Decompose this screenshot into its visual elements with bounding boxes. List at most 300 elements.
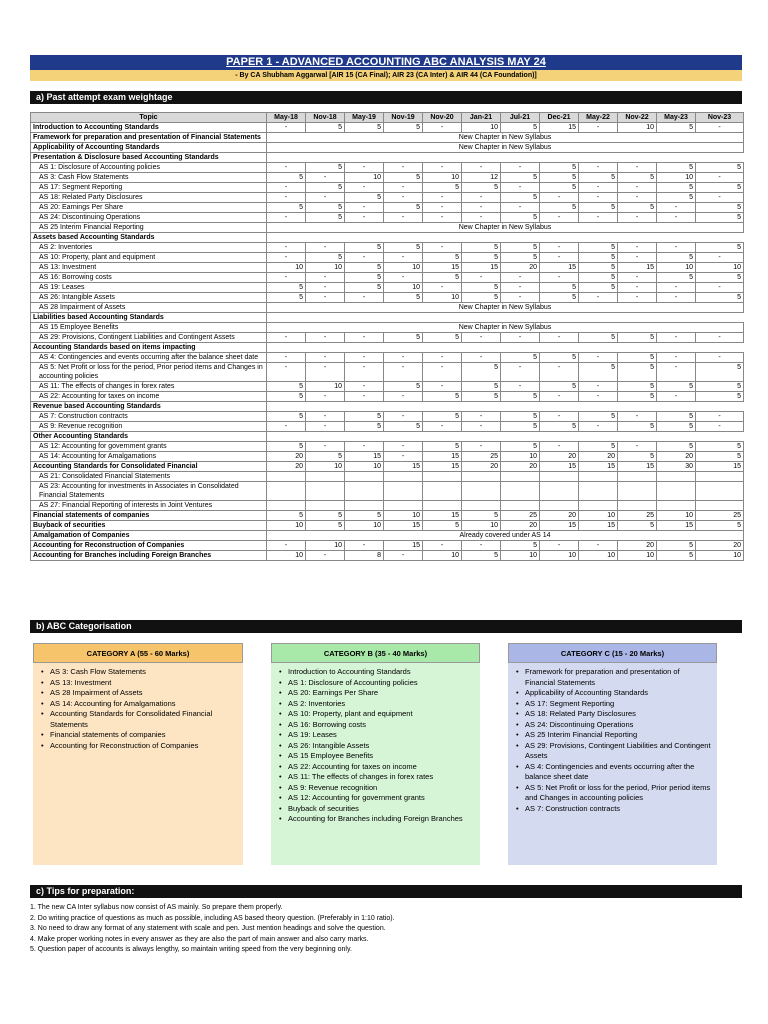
value-cell: - [384,392,423,402]
value-cell: 5 [540,293,579,303]
value-cell: - [501,183,540,193]
value-cell: - [618,243,657,253]
category-item: • Accounting for Reconstruction of Companies [41,741,237,752]
table-row [31,203,744,213]
value-cell: - [462,203,501,213]
value-cell: 5 [657,253,696,263]
value-cell: 10 [306,541,345,551]
value-cell: 5 [657,382,696,392]
value-cell: 5 [657,183,696,193]
empty-cell [657,343,696,353]
value-cell: 5 [306,163,345,173]
empty-cell [579,501,618,511]
table-row [31,531,744,541]
table-row [31,193,744,203]
value-cell: - [501,283,540,293]
value-cell: - [267,193,306,203]
empty-cell [540,313,579,323]
empty-cell [696,472,744,482]
value-cell: - [267,363,306,382]
table-row [31,541,744,551]
tip-item: 2. Do writing practice of questions as much as possible, including AS based theory question. (Preferably in 1:10 ratio). [30,914,395,922]
value-cell: - [384,213,423,223]
value-cell: 5 [696,521,744,531]
category-item: • AS 2: Inventories [279,699,474,710]
value-cell: - [267,253,306,263]
value-cell: - [423,243,462,253]
value-cell: - [540,243,579,253]
table-row [31,402,744,412]
value-cell: 5 [267,203,306,213]
empty-cell [657,501,696,511]
value-cell: - [462,333,501,343]
column-header: Nov-20 [423,113,462,123]
value-cell: 10 [462,521,501,531]
empty-cell [462,233,501,243]
empty-cell [345,472,384,482]
empty-cell [423,472,462,482]
value-cell: - [384,353,423,363]
empty-cell [345,233,384,243]
column-header: Topic [31,113,267,123]
value-cell: - [579,392,618,402]
value-cell: 5 [540,203,579,213]
value-cell: - [423,283,462,293]
column-header: Nov-19 [384,113,423,123]
empty-cell [306,343,345,353]
value-cell: 5 [696,243,744,253]
table-row [31,363,744,382]
value-cell: - [423,193,462,203]
span-note-cell: New Chapter in New Syllabus [267,133,744,143]
table-row [31,482,744,501]
value-cell: 25 [618,511,657,521]
value-cell: 10 [267,551,306,561]
category-item: • Financial statements of companies [41,730,237,741]
empty-cell [306,432,345,442]
value-cell: 5 [267,382,306,392]
category-item: • AS 17: Segment Reporting [516,699,711,710]
topic-cell: AS 4: Contingencies and events occurring after the balance sheet date [31,353,267,363]
value-cell: - [267,163,306,173]
table-row [31,462,744,472]
value-cell: - [306,392,345,402]
empty-cell [501,153,540,163]
value-cell: 5 [540,183,579,193]
value-cell: 5 [540,173,579,183]
value-cell: 30 [657,462,696,472]
value-cell: - [501,363,540,382]
empty-cell [657,472,696,482]
value-cell: 5 [579,273,618,283]
empty-cell [384,432,423,442]
table-row [31,273,744,283]
table-row [31,133,744,143]
value-cell: - [306,422,345,432]
value-cell: - [306,193,345,203]
empty-cell [423,233,462,243]
value-cell: 5 [306,511,345,521]
value-cell: 5 [501,173,540,183]
value-cell: - [462,541,501,551]
value-cell: 5 [462,392,501,402]
topic-cell: AS 12: Accounting for government grants [31,442,267,452]
value-cell: 5 [423,253,462,263]
value-cell: - [384,442,423,452]
empty-cell [540,432,579,442]
category-item: • AS 12: Accounting for government grants [279,793,474,804]
value-cell: 5 [501,353,540,363]
category-item: • Applicability of Accounting Standards [516,688,711,699]
value-cell: - [657,243,696,253]
topic-cell: Presentation & Disclosure based Accounting Standards [31,153,267,163]
empty-cell [618,432,657,442]
value-cell: 5 [657,551,696,561]
table-row [31,243,744,253]
topic-cell: Framework for preparation and presentation of Financial Statements [31,133,267,143]
value-cell: 5 [540,283,579,293]
empty-cell [657,233,696,243]
table-row [31,422,744,432]
value-cell: - [540,253,579,263]
value-cell: 25 [696,511,744,521]
empty-cell [384,501,423,511]
category-item: • AS 22: Accounting for taxes on income [279,762,474,773]
value-cell: 5 [306,521,345,531]
topic-cell: Introduction to Accounting Standards [31,123,267,133]
empty-cell [462,482,501,501]
value-cell: 5 [618,452,657,462]
empty-cell [423,432,462,442]
value-cell: 15 [423,263,462,273]
value-cell: 5 [462,363,501,382]
empty-cell [384,402,423,412]
value-cell: 5 [345,422,384,432]
table-row [31,123,744,133]
category-item: • AS 24: Discontinuing Operations [516,720,711,731]
value-cell: 5 [501,541,540,551]
category-item: • AS 28 Impairment of Assets [41,688,237,699]
value-cell: - [540,273,579,283]
value-cell: - [579,382,618,392]
value-cell: 5 [696,363,744,382]
column-header: Dec-21 [540,113,579,123]
table-row [31,472,744,482]
value-cell: 5 [267,283,306,293]
empty-cell [579,472,618,482]
empty-cell [462,313,501,323]
value-cell: 15 [696,462,744,472]
value-cell: 10 [501,452,540,462]
value-cell: - [540,442,579,452]
value-cell: 5 [423,183,462,193]
category-item: • AS 3: Cash Flow Statements [41,667,237,678]
value-cell: 5 [306,213,345,223]
topic-cell: Accounting Standards for Consolidated Financial [31,462,267,472]
value-cell: - [267,183,306,193]
empty-cell [267,233,306,243]
span-note-cell: New Chapter in New Syllabus [267,303,744,313]
empty-cell [267,432,306,442]
category-item: • AS 16: Borrowing costs [279,720,474,731]
span-note-cell: New Chapter in New Syllabus [267,223,744,233]
value-cell: - [618,193,657,203]
category-item: • AS 25 Interim Financial Reporting [516,730,711,741]
value-cell: - [696,412,744,422]
value-cell: 5 [657,123,696,133]
category-item: • Buyback of securities [279,804,474,815]
value-cell: 5 [462,243,501,253]
value-cell: - [384,452,423,462]
table-row [31,343,744,353]
table-row [31,253,744,263]
value-cell: - [540,541,579,551]
table-row [31,323,744,333]
value-cell: 5 [696,163,744,173]
value-cell: - [267,273,306,283]
value-cell: - [501,293,540,303]
value-cell: - [306,363,345,382]
empty-cell [267,343,306,353]
category-item: • Introduction to Accounting Standards [279,667,474,678]
value-cell: 15 [345,452,384,462]
table-row [31,392,744,402]
tip-item: 1. The new CA Inter syllabus now consist of AS mainly. So prepare them properly. [30,904,283,911]
value-cell: 5 [267,412,306,422]
value-cell: 15 [540,462,579,472]
value-cell: 5 [657,273,696,283]
table-row [31,213,744,223]
value-cell: - [306,353,345,363]
value-cell: 5 [345,273,384,283]
value-cell: 5 [462,382,501,392]
category-item: • Accounting for Branches including Foreign Branches [279,814,474,825]
value-cell: 5 [618,422,657,432]
value-cell: 5 [462,293,501,303]
value-cell: 5 [462,511,501,521]
value-cell: 5 [501,392,540,402]
value-cell: 5 [345,511,384,521]
value-cell: - [579,163,618,173]
weightage-table [30,112,744,561]
empty-cell [657,153,696,163]
table-row [31,551,744,561]
value-cell: 5 [501,193,540,203]
value-cell: - [384,163,423,173]
value-cell: - [267,333,306,343]
empty-cell [267,472,306,482]
value-cell: 20 [501,263,540,273]
value-cell: - [696,353,744,363]
empty-cell [696,343,744,353]
empty-cell [306,153,345,163]
empty-cell [540,472,579,482]
empty-cell [579,343,618,353]
empty-cell [345,402,384,412]
value-cell: 5 [462,253,501,263]
value-cell: - [306,333,345,343]
value-cell: - [657,203,696,213]
value-cell: - [540,392,579,402]
value-cell: 10 [579,511,618,521]
value-cell: - [423,123,462,133]
value-cell: 5 [540,163,579,173]
value-cell: - [423,382,462,392]
table-row [31,412,744,422]
topic-cell: AS 2: Inventories [31,243,267,253]
value-cell: 5 [579,203,618,213]
value-cell: 15 [540,521,579,531]
value-cell: - [306,551,345,561]
topic-cell: Accounting Standards based on items impacting [31,343,267,353]
value-cell: 5 [384,203,423,213]
empty-cell [540,482,579,501]
column-header: Jul-21 [501,113,540,123]
value-cell: 5 [618,392,657,402]
value-cell: 20 [267,452,306,462]
empty-cell [657,482,696,501]
value-cell: - [579,422,618,432]
value-cell: - [384,183,423,193]
table-row [31,173,744,183]
value-cell: 25 [462,452,501,462]
value-cell: 5 [423,442,462,452]
value-cell: 5 [423,412,462,422]
value-cell: 5 [345,123,384,133]
empty-cell [618,402,657,412]
value-cell: - [345,163,384,173]
value-cell: - [306,442,345,452]
value-cell: - [267,353,306,363]
value-cell: - [501,382,540,392]
table-header-row [31,113,744,123]
value-cell: 10 [384,283,423,293]
value-cell: 5 [618,203,657,213]
value-cell: - [696,253,744,263]
value-cell: - [618,163,657,173]
category-c-title: CATEGORY C (15 - 20 Marks) [508,643,717,663]
value-cell: 5 [579,243,618,253]
value-cell: 20 [618,541,657,551]
table-row [31,283,744,293]
table-row [31,263,744,273]
topic-cell: AS 7: Construction contracts [31,412,267,422]
value-cell: 5 [501,213,540,223]
value-cell: - [345,253,384,263]
empty-cell [267,402,306,412]
value-cell: - [384,193,423,203]
value-cell: - [306,243,345,253]
table-row [31,521,744,531]
value-cell: 20 [501,462,540,472]
value-cell: - [384,273,423,283]
author-subtitle: - By CA Shubham Aggarwal [AIR 15 (CA Final); AIR 23 (CA Inter) & AIR 44 (CA Foundation)] [30,70,742,81]
empty-cell [501,233,540,243]
empty-cell [345,482,384,501]
topic-cell: AS 19: Leases [31,283,267,293]
value-cell: 15 [384,541,423,551]
value-cell: 5 [345,283,384,293]
value-cell: 10 [267,263,306,273]
value-cell: 5 [384,422,423,432]
value-cell: 5 [657,163,696,173]
value-cell: 5 [657,193,696,203]
value-cell: - [306,412,345,422]
value-cell: 5 [657,442,696,452]
page-title: PAPER 1 - ADVANCED ACCOUNTING ABC ANALYSIS MAY 24 [30,55,742,70]
topic-cell: AS 3: Cash Flow Statements [31,173,267,183]
value-cell: 5 [657,541,696,551]
empty-cell [501,313,540,323]
value-cell: - [267,541,306,551]
empty-cell [696,501,744,511]
empty-cell [462,343,501,353]
value-cell: 5 [267,511,306,521]
category-b-title: CATEGORY B (35 - 40 Marks) [271,643,480,663]
value-cell: 20 [579,452,618,462]
empty-cell [267,482,306,501]
value-cell: 5 [618,353,657,363]
value-cell: - [267,123,306,133]
value-cell: 15 [540,263,579,273]
value-cell: 5 [345,412,384,422]
table-row [31,233,744,243]
empty-cell [462,472,501,482]
empty-cell [618,482,657,501]
value-cell: 5 [696,392,744,402]
value-cell: - [423,203,462,213]
value-cell: 10 [423,173,462,183]
value-cell: - [657,213,696,223]
empty-cell [618,313,657,323]
value-cell: 20 [540,452,579,462]
topic-cell: Amalgamation of Companies [31,531,267,541]
value-cell: 5 [462,283,501,293]
value-cell: 5 [579,283,618,293]
empty-cell [501,472,540,482]
category-item: • AS 26: Intangible Assets [279,741,474,752]
empty-cell [462,501,501,511]
table-row [31,163,744,173]
empty-cell [384,472,423,482]
topic-cell: Assets based Accounting Standards [31,233,267,243]
empty-cell [579,313,618,323]
empty-cell [462,153,501,163]
category-item: • Framework for preparation and presentation of Financial Statements [516,667,711,688]
value-cell: 15 [423,511,462,521]
value-cell: 5 [540,382,579,392]
value-cell: - [345,203,384,213]
value-cell: - [345,293,384,303]
empty-cell [618,233,657,243]
value-cell: - [657,353,696,363]
value-cell: 5 [618,333,657,343]
value-cell: 5 [384,382,423,392]
value-cell: 5 [384,293,423,303]
section-header-abc: b) ABC Categorisation [30,620,742,633]
table-row [31,501,744,511]
value-cell: 15 [618,263,657,273]
value-cell: - [579,123,618,133]
value-cell: 5 [423,521,462,531]
value-cell: - [345,363,384,382]
value-cell: 5 [579,442,618,452]
value-cell: - [423,363,462,382]
value-cell: - [657,363,696,382]
value-cell: 5 [618,173,657,183]
table-row [31,223,744,233]
value-cell: - [618,283,657,293]
